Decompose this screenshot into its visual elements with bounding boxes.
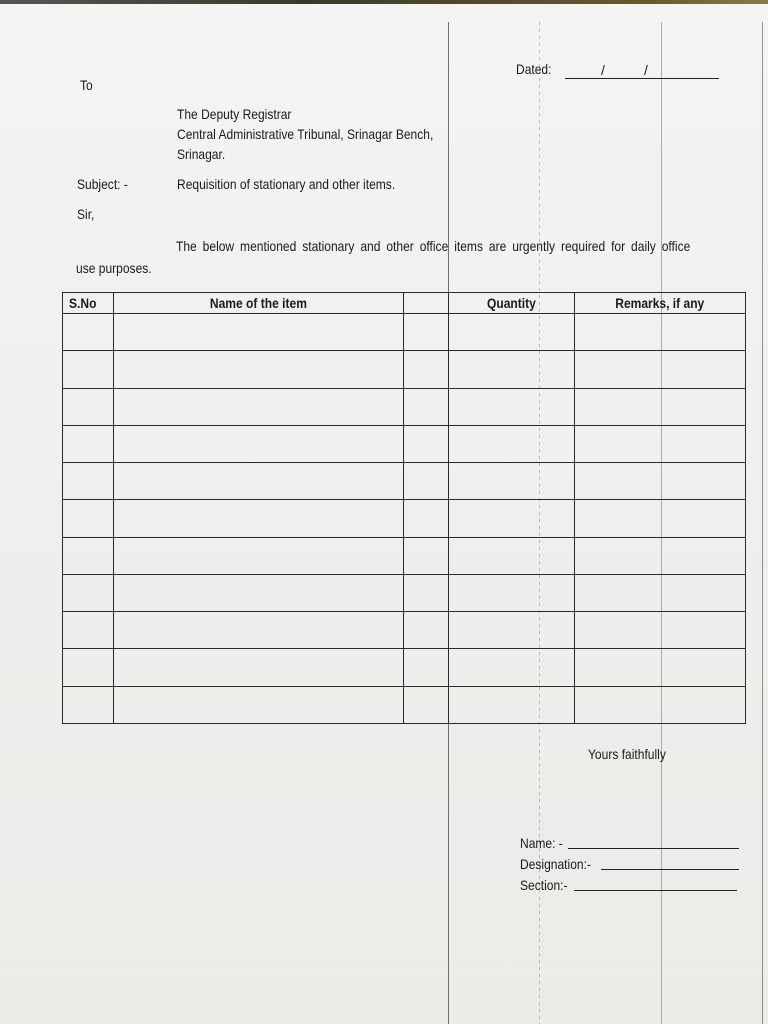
column-header-quantity: Quantity bbox=[449, 293, 575, 314]
table-cell bbox=[449, 574, 575, 611]
table-cell bbox=[63, 425, 114, 462]
table-cell bbox=[114, 574, 404, 611]
table-cell bbox=[63, 351, 114, 388]
column-header-blank bbox=[404, 293, 449, 314]
table-cell bbox=[63, 314, 114, 351]
name-field-line bbox=[568, 848, 739, 849]
subject-label: Subject: - bbox=[77, 176, 128, 192]
section-label: Section:- bbox=[520, 877, 568, 893]
date-separator: / bbox=[601, 62, 605, 78]
name-label: Name: - bbox=[520, 835, 563, 851]
table-cell bbox=[404, 649, 449, 686]
table-cell bbox=[575, 686, 746, 723]
section-field-line bbox=[574, 890, 737, 891]
table-cell bbox=[63, 612, 114, 649]
table-cell bbox=[114, 388, 404, 425]
table-cell bbox=[449, 463, 575, 500]
table-cell bbox=[404, 351, 449, 388]
table-cell bbox=[404, 425, 449, 462]
table-row bbox=[63, 388, 746, 425]
address-line-3: Srinagar. bbox=[177, 146, 226, 162]
table-cell bbox=[404, 612, 449, 649]
table-cell bbox=[114, 314, 404, 351]
table-cell bbox=[404, 388, 449, 425]
table-row bbox=[63, 500, 746, 537]
table-cell bbox=[575, 537, 746, 574]
table-row bbox=[63, 686, 746, 723]
table-row bbox=[63, 425, 746, 462]
table-header-row bbox=[63, 293, 746, 314]
column-header-remarks: Remarks, if any bbox=[575, 293, 746, 314]
table-cell bbox=[404, 500, 449, 537]
table-cell bbox=[449, 537, 575, 574]
table-cell bbox=[575, 388, 746, 425]
table-cell bbox=[63, 463, 114, 500]
table-cell bbox=[575, 500, 746, 537]
items-table bbox=[62, 292, 746, 724]
fold-crease bbox=[762, 22, 763, 1024]
table-cell bbox=[449, 314, 575, 351]
table-cell bbox=[575, 612, 746, 649]
table-cell bbox=[449, 500, 575, 537]
table-cell bbox=[404, 686, 449, 723]
table-row bbox=[63, 351, 746, 388]
table-cell bbox=[114, 463, 404, 500]
dated-label: Dated: bbox=[516, 61, 552, 77]
designation-label: Designation:- bbox=[520, 856, 591, 872]
table-cell bbox=[404, 463, 449, 500]
table-cell bbox=[449, 612, 575, 649]
table-cell bbox=[404, 574, 449, 611]
body-line-2: use purposes. bbox=[76, 260, 152, 276]
table-cell bbox=[575, 351, 746, 388]
table-row bbox=[63, 574, 746, 611]
body-line-1: The below mentioned stationary and other office items are urgently required for daily office bbox=[176, 238, 691, 254]
table-cell bbox=[114, 537, 404, 574]
to-label: To bbox=[80, 77, 93, 93]
scan-top-edge bbox=[0, 0, 768, 4]
address-line-2: Central Administrative Tribunal, Srinagar Bench, bbox=[177, 126, 434, 142]
closing-text: Yours faithfully bbox=[588, 746, 666, 762]
table-cell bbox=[63, 574, 114, 611]
date-field-line bbox=[565, 78, 719, 79]
table-cell bbox=[575, 463, 746, 500]
table-cell bbox=[114, 649, 404, 686]
table-cell bbox=[449, 388, 575, 425]
table-row bbox=[63, 463, 746, 500]
table-cell bbox=[575, 649, 746, 686]
table-row bbox=[63, 314, 746, 351]
table-cell bbox=[575, 314, 746, 351]
table-cell bbox=[575, 425, 746, 462]
table-cell bbox=[114, 686, 404, 723]
column-header-item-name: Name of the item bbox=[114, 293, 404, 314]
table-cell bbox=[449, 686, 575, 723]
address-line-1: The Deputy Registrar bbox=[177, 106, 292, 122]
date-separator: / bbox=[644, 62, 648, 78]
table-row bbox=[63, 649, 746, 686]
table-cell bbox=[114, 500, 404, 537]
table-cell bbox=[63, 649, 114, 686]
table-cell bbox=[575, 574, 746, 611]
table-cell bbox=[404, 314, 449, 351]
subject-text: Requisition of stationary and other items. bbox=[177, 176, 396, 192]
table-cell bbox=[63, 686, 114, 723]
table-cell bbox=[114, 351, 404, 388]
designation-field-line bbox=[601, 869, 739, 870]
table-cell bbox=[449, 425, 575, 462]
table-row bbox=[63, 537, 746, 574]
table-cell bbox=[404, 537, 449, 574]
table-cell bbox=[449, 649, 575, 686]
table-cell bbox=[63, 537, 114, 574]
table-cell bbox=[114, 612, 404, 649]
table-cell bbox=[449, 351, 575, 388]
column-header-sno: S.No bbox=[63, 293, 114, 314]
table-cell bbox=[63, 388, 114, 425]
table-row bbox=[63, 612, 746, 649]
salutation: Sir, bbox=[77, 206, 95, 222]
table-cell bbox=[114, 425, 404, 462]
table-cell bbox=[63, 500, 114, 537]
